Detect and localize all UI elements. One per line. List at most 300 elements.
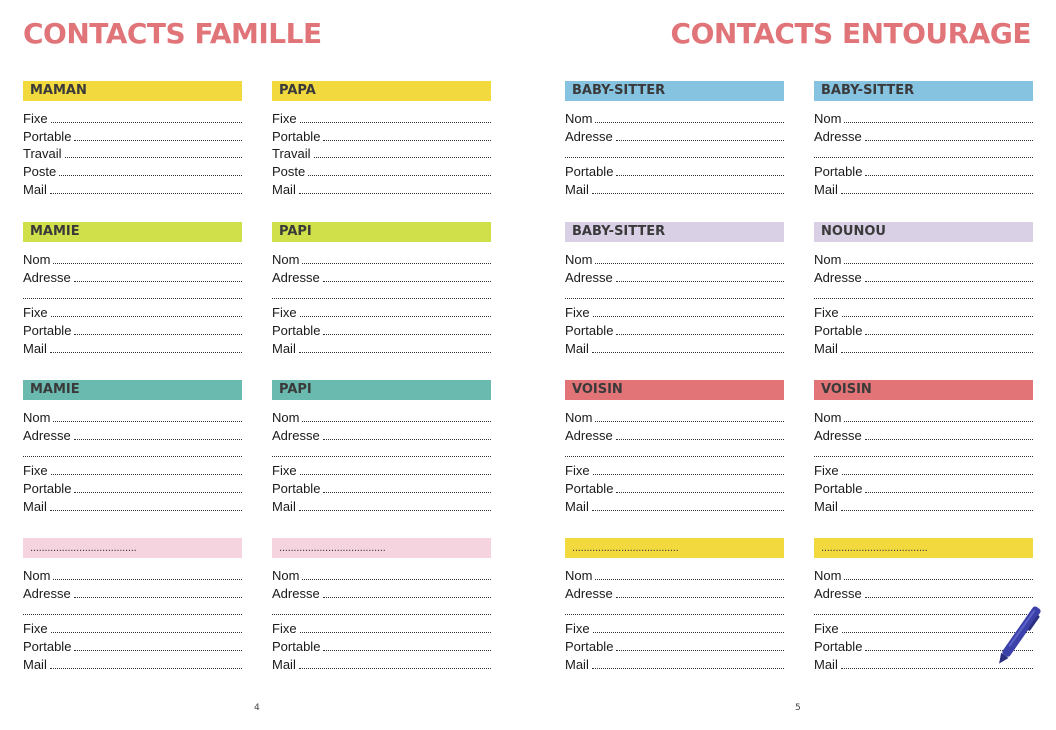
dotted-fill-line: [300, 122, 491, 123]
field-label: Portable: [814, 164, 863, 179]
dotted-fill-line: [74, 334, 242, 335]
field-label: Fixe: [23, 110, 48, 126]
field-label: Nom: [814, 251, 842, 267]
field-label: Fixe: [565, 463, 590, 478]
field-row: [272, 478, 491, 496]
field-label: Mail: [814, 181, 838, 197]
dotted-fill-line: [74, 140, 242, 141]
dotted-fill-line: [616, 175, 784, 176]
field-row: [565, 478, 784, 496]
block-header: [23, 81, 242, 101]
dotted-fill-line: [65, 157, 242, 158]
field-row: [23, 618, 242, 636]
field-row: [272, 285, 491, 303]
dotted-fill-line: [323, 492, 491, 493]
dotted-fill-line: [595, 263, 784, 264]
dotted-fill-line: [302, 263, 491, 264]
dotted-fill-line: [616, 650, 784, 651]
field-row: [565, 302, 784, 320]
field-label: Fixe: [814, 305, 839, 320]
field-row: [814, 126, 1033, 144]
dotted-fill-line: [299, 668, 491, 669]
field-row: [565, 601, 784, 619]
field-label: Fixe: [272, 305, 297, 320]
field-label: Mail: [814, 340, 838, 356]
field-row: [23, 425, 242, 443]
field-label: Fixe: [272, 621, 297, 636]
field-row: [272, 496, 491, 514]
field-row: [565, 338, 784, 356]
field-list: [565, 565, 784, 672]
field-row: [565, 654, 784, 672]
dotted-fill-line: [74, 439, 242, 440]
field-row: [23, 601, 242, 619]
field-label: Adresse: [814, 585, 862, 601]
page-title-contacts-entourage: CONTACTS ENTOURAGE: [670, 17, 1031, 50]
dotted-fill-line: [565, 614, 784, 615]
field-row: [565, 443, 784, 461]
field-row: [814, 144, 1033, 162]
dotted-fill-line: [616, 597, 784, 598]
dotted-fill-line: [842, 316, 1033, 317]
dotted-fill-line: [865, 281, 1033, 282]
field-row: [272, 320, 491, 338]
field-label: Mail: [272, 340, 296, 356]
dotted-fill-line: [865, 334, 1033, 335]
field-label: Mail: [814, 656, 838, 672]
dotted-fill-line: [593, 316, 784, 317]
field-label: Adresse: [565, 269, 613, 285]
field-label: Fixe: [23, 621, 48, 636]
field-label: Fixe: [23, 463, 48, 478]
dotted-fill-line: [595, 122, 784, 123]
dotted-fill-line: [865, 492, 1033, 493]
dotted-fill-line: [323, 439, 491, 440]
field-label: Fixe: [23, 305, 48, 320]
field-row: [272, 636, 491, 654]
field-row: [272, 425, 491, 443]
field-row: [23, 478, 242, 496]
field-label: Fixe: [814, 463, 839, 478]
contact-block-baby-sitter-1: [565, 81, 784, 197]
field-row: [272, 654, 491, 672]
field-row: [814, 320, 1033, 338]
field-row: [272, 108, 491, 126]
dotted-fill-line: [51, 316, 242, 317]
dotted-fill-line: [50, 668, 242, 669]
dotted-fill-line: [300, 632, 491, 633]
field-row: [565, 583, 784, 601]
block-header: [272, 380, 491, 400]
pen-icon: [994, 600, 1044, 672]
field-label: Adresse: [814, 427, 862, 443]
dotted-fill-line: [51, 122, 242, 123]
contact-block-baby-sitter-2: [814, 81, 1033, 197]
dotted-fill-line: [565, 456, 784, 457]
field-label: Mail: [272, 656, 296, 672]
field-label: Portable: [814, 322, 863, 338]
field-label: Adresse: [272, 585, 320, 601]
block-header: [272, 222, 491, 242]
field-label: Fixe: [565, 621, 590, 636]
block-header: [23, 380, 242, 400]
field-label: Nom: [814, 409, 842, 425]
field-row: [272, 249, 491, 267]
dotted-fill-line: [50, 193, 242, 194]
field-label: Mail: [272, 181, 296, 197]
dotted-fill-line: [302, 579, 491, 580]
block-header: [23, 222, 242, 242]
field-row: [23, 126, 242, 144]
field-list: [272, 407, 491, 514]
field-row: [23, 302, 242, 320]
dotted-fill-line: [50, 352, 242, 353]
field-row: [23, 108, 242, 126]
field-label: Nom: [272, 409, 300, 425]
field-label: Portable: [23, 128, 72, 144]
field-row: [272, 407, 491, 425]
field-label: Nom: [814, 110, 842, 126]
contact-block-blank-famille-1: [23, 538, 242, 672]
field-row: [565, 565, 784, 583]
field-row: [23, 565, 242, 583]
field-row: [814, 108, 1033, 126]
field-row: [565, 179, 784, 197]
field-list: [23, 565, 242, 672]
dotted-fill-line: [844, 263, 1033, 264]
field-label: Mail: [23, 656, 47, 672]
field-list: [272, 249, 491, 356]
dotted-fill-line: [841, 352, 1033, 353]
dotted-fill-line: [302, 421, 491, 422]
dotted-fill-line: [865, 175, 1033, 176]
dotted-fill-line: [300, 316, 491, 317]
block-header-label: BABY-SITTER: [821, 83, 915, 98]
dotted-fill-line: [300, 474, 491, 475]
dotted-fill-line: [865, 439, 1033, 440]
field-row: [814, 407, 1033, 425]
block-header-label: VOISIN: [572, 382, 623, 397]
dotted-fill-line: [592, 352, 784, 353]
field-row: [814, 460, 1033, 478]
field-row: [272, 267, 491, 285]
field-label: Adresse: [814, 128, 862, 144]
field-row: [272, 302, 491, 320]
field-label: Portable: [272, 128, 321, 144]
field-label: Portable: [814, 638, 863, 654]
field-label: Adresse: [565, 427, 613, 443]
field-row: [272, 179, 491, 197]
field-row: [565, 407, 784, 425]
field-label: Mail: [565, 340, 589, 356]
dotted-fill-line: [592, 193, 784, 194]
dotted-fill-line: [592, 510, 784, 511]
field-row: [814, 179, 1033, 197]
dotted-fill-line: [565, 298, 784, 299]
block-header-label: PAPI: [279, 382, 312, 397]
block-header-label: .....................................: [572, 543, 679, 554]
field-row: [565, 425, 784, 443]
block-header-label: MAMIE: [30, 224, 80, 239]
field-label: Portable: [23, 638, 72, 654]
field-label: Portable: [565, 638, 614, 654]
field-row: [565, 108, 784, 126]
dotted-fill-line: [323, 334, 491, 335]
block-header: [272, 538, 491, 558]
field-row: [23, 496, 242, 514]
field-label: Adresse: [272, 269, 320, 285]
field-label: Portable: [23, 322, 72, 338]
field-row: [272, 601, 491, 619]
dotted-fill-line: [59, 175, 242, 176]
block-header-label: BABY-SITTER: [572, 224, 666, 239]
field-label: Adresse: [272, 427, 320, 443]
field-row: [565, 320, 784, 338]
dotted-fill-line: [299, 352, 491, 353]
dotted-fill-line: [841, 510, 1033, 511]
contact-block-papi-2: [272, 380, 491, 514]
dotted-fill-line: [616, 334, 784, 335]
block-header: [23, 538, 242, 558]
dotted-fill-line: [50, 510, 242, 511]
field-row: [23, 407, 242, 425]
contact-block-maman: [23, 81, 242, 197]
dotted-fill-line: [616, 281, 784, 282]
field-row: [565, 161, 784, 179]
field-row: [23, 179, 242, 197]
field-list: [814, 108, 1033, 197]
field-row: [272, 618, 491, 636]
field-row: [814, 161, 1033, 179]
block-header-label: MAMAN: [30, 83, 87, 98]
field-row: [23, 636, 242, 654]
dotted-fill-line: [74, 597, 242, 598]
field-row: [23, 443, 242, 461]
field-row: [272, 161, 491, 179]
dotted-fill-line: [565, 157, 784, 158]
field-row: [272, 144, 491, 162]
field-list: [565, 249, 784, 356]
field-label: Adresse: [23, 585, 71, 601]
dotted-fill-line: [814, 157, 1033, 158]
block-header-label: VOISIN: [821, 382, 872, 397]
field-label: Adresse: [565, 128, 613, 144]
field-label: Mail: [23, 340, 47, 356]
dotted-fill-line: [23, 298, 242, 299]
field-row: [814, 285, 1033, 303]
block-header-label: BABY-SITTER: [572, 83, 666, 98]
dotted-fill-line: [616, 492, 784, 493]
field-row: [565, 249, 784, 267]
field-label: Nom: [814, 567, 842, 583]
field-row: [814, 478, 1033, 496]
field-row: [814, 249, 1033, 267]
field-row: [272, 565, 491, 583]
dotted-fill-line: [272, 456, 491, 457]
field-label: Mail: [565, 656, 589, 672]
block-header: [565, 380, 784, 400]
dotted-fill-line: [842, 474, 1033, 475]
page-number-left: 4: [254, 703, 260, 713]
dotted-fill-line: [865, 140, 1033, 141]
field-row: [565, 636, 784, 654]
block-header: [814, 538, 1033, 558]
dotted-fill-line: [51, 632, 242, 633]
field-label: Portable: [272, 638, 321, 654]
dotted-fill-line: [53, 579, 242, 580]
field-row: [814, 583, 1033, 601]
field-label: Nom: [23, 409, 51, 425]
block-header: [814, 222, 1033, 242]
field-row: [23, 161, 242, 179]
dotted-fill-line: [272, 298, 491, 299]
field-row: [814, 267, 1033, 285]
dotted-fill-line: [841, 193, 1033, 194]
field-row: [23, 144, 242, 162]
dotted-fill-line: [616, 439, 784, 440]
dotted-fill-line: [593, 632, 784, 633]
field-row: [565, 496, 784, 514]
field-label: Portable: [272, 322, 321, 338]
field-list: [272, 108, 491, 197]
field-label: Adresse: [23, 269, 71, 285]
field-label: Travail: [23, 146, 62, 162]
field-list: [23, 108, 242, 197]
field-row: [814, 496, 1033, 514]
dotted-fill-line: [23, 614, 242, 615]
dotted-fill-line: [323, 597, 491, 598]
field-label: Nom: [565, 567, 593, 583]
dotted-fill-line: [323, 140, 491, 141]
field-row: [23, 654, 242, 672]
field-list: [272, 565, 491, 672]
contact-block-nounou: [814, 222, 1033, 356]
contact-block-voisin-1: [565, 380, 784, 514]
dotted-fill-line: [272, 614, 491, 615]
field-list: [814, 249, 1033, 356]
field-row: [23, 267, 242, 285]
contact-block-blank-entourage-1: [565, 538, 784, 672]
field-row: [272, 583, 491, 601]
dotted-fill-line: [299, 193, 491, 194]
block-header: [565, 222, 784, 242]
field-row: [23, 583, 242, 601]
field-row: [23, 338, 242, 356]
dotted-fill-line: [23, 456, 242, 457]
field-row: [814, 338, 1033, 356]
field-row: [565, 285, 784, 303]
block-header: [814, 380, 1033, 400]
contact-block-voisin-2: [814, 380, 1033, 514]
block-header: [272, 81, 491, 101]
field-label: Travail: [272, 146, 311, 162]
field-row: [565, 460, 784, 478]
field-label: Adresse: [814, 269, 862, 285]
dotted-fill-line: [593, 474, 784, 475]
field-label: Portable: [814, 480, 863, 496]
field-list: [814, 407, 1033, 514]
block-header-label: PAPA: [279, 83, 316, 98]
dotted-fill-line: [53, 263, 242, 264]
field-row: [565, 126, 784, 144]
field-row: [565, 144, 784, 162]
field-label: Nom: [272, 251, 300, 267]
dotted-fill-line: [314, 157, 491, 158]
dotted-fill-line: [74, 281, 242, 282]
field-label: Portable: [23, 480, 72, 496]
field-label: Mail: [272, 498, 296, 514]
field-row: [23, 460, 242, 478]
field-row: [565, 267, 784, 285]
block-header-label: .....................................: [821, 543, 928, 554]
field-row: [814, 443, 1033, 461]
dotted-fill-line: [299, 510, 491, 511]
dotted-fill-line: [616, 140, 784, 141]
dotted-fill-line: [865, 597, 1033, 598]
field-label: Nom: [565, 409, 593, 425]
field-label: Poste: [23, 164, 57, 179]
dotted-fill-line: [595, 421, 784, 422]
page-number-right: 5: [795, 703, 801, 713]
dotted-fill-line: [74, 650, 242, 651]
field-label: Fixe: [565, 305, 590, 320]
contact-block-mamie-2: [23, 380, 242, 514]
field-row: [23, 320, 242, 338]
dotted-fill-line: [323, 281, 491, 282]
dotted-fill-line: [844, 421, 1033, 422]
dotted-fill-line: [308, 175, 491, 176]
field-row: [814, 302, 1033, 320]
field-label: Mail: [814, 498, 838, 514]
field-label: Portable: [272, 480, 321, 496]
dotted-fill-line: [51, 474, 242, 475]
field-label: Portable: [565, 480, 614, 496]
dotted-fill-line: [814, 298, 1033, 299]
field-row: [814, 425, 1033, 443]
field-label: Nom: [23, 251, 51, 267]
dotted-fill-line: [844, 122, 1033, 123]
block-header: [814, 81, 1033, 101]
field-row: [23, 249, 242, 267]
block-header: [565, 538, 784, 558]
field-list: [565, 407, 784, 514]
field-label: Mail: [565, 181, 589, 197]
dotted-fill-line: [74, 492, 242, 493]
field-list: [565, 108, 784, 197]
contact-block-blank-famille-2: [272, 538, 491, 672]
block-header-label: .....................................: [279, 543, 386, 554]
field-label: Mail: [565, 498, 589, 514]
contact-block-baby-sitter-3: [565, 222, 784, 356]
field-row: [814, 565, 1033, 583]
field-row: [272, 338, 491, 356]
block-header-label: NOUNOU: [821, 224, 886, 239]
field-label: Nom: [23, 567, 51, 583]
page-title-contacts-famille: CONTACTS FAMILLE: [23, 17, 322, 50]
dotted-fill-line: [814, 456, 1033, 457]
field-label: Nom: [565, 110, 593, 126]
field-row: [565, 618, 784, 636]
field-label: Fixe: [272, 110, 297, 126]
block-header-label: .....................................: [30, 543, 137, 554]
field-row: [272, 126, 491, 144]
dotted-fill-line: [592, 668, 784, 669]
field-label: Nom: [565, 251, 593, 267]
contact-block-papa: [272, 81, 491, 197]
contact-block-mamie: [23, 222, 242, 356]
field-label: Nom: [272, 567, 300, 583]
field-row: [23, 285, 242, 303]
